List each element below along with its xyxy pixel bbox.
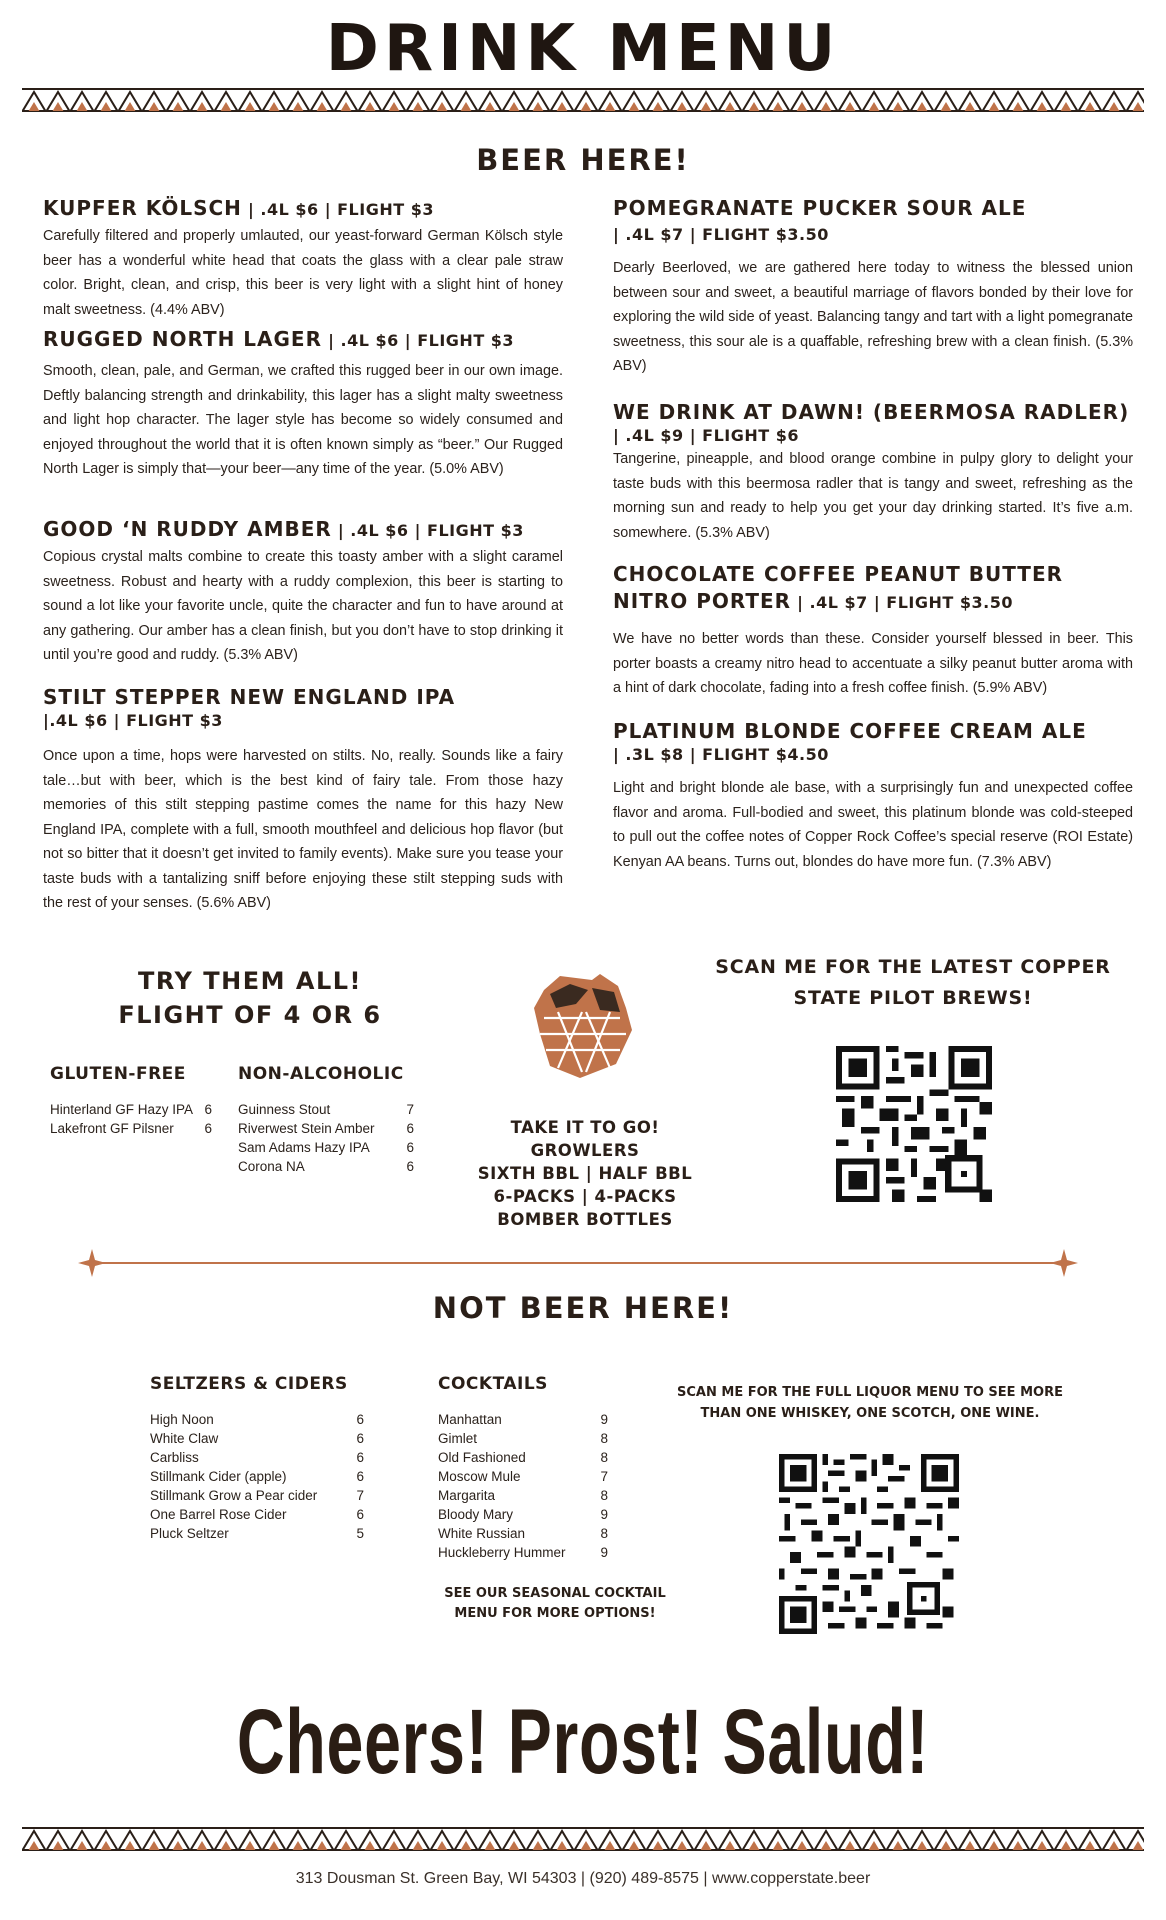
flight-heading-line1: TRY THEM ALL!	[138, 967, 362, 995]
beer-price: | .4L $6 | FLIGHT $3	[322, 331, 515, 350]
list-item: Riverwest Stein Amber 6	[238, 1121, 414, 1136]
page-title: DRINK MENU	[325, 12, 841, 86]
beer-price: |.4L $6 | FLIGHT $3	[43, 711, 223, 730]
beer-price: | .4L $6 | FLIGHT $3	[331, 521, 524, 540]
list-item: Pluck Seltzer 5	[150, 1526, 364, 1541]
beer-item	[43, 195, 563, 322]
non-alcoholic-list	[238, 1064, 414, 1176]
liquor-menu-caption	[640, 1382, 1100, 1424]
togo-line: 6-PACKS | 4-PACKS	[493, 1187, 677, 1206]
liquor-menu-qr-code[interactable]	[779, 1454, 959, 1634]
beer-price: | .4L $7 | FLIGHT $3.50	[791, 593, 1013, 612]
beer-name: PLATINUM BLONDE COFFEE CREAM ALE	[613, 719, 1087, 743]
section-divider	[78, 1248, 1078, 1278]
list-item: Gimlet 8	[438, 1431, 608, 1446]
beer-description: Dearly Beerloved, we are gathered here today to witness the blessed union between sour and sweet, a beautiful marriage of flavors bonded by their love for exploring the wild side of yeast. Balancing tangy and tart with a light pomegranate sweetness, this sour ale is a quaffable, refreshing brew with a clean finish. (5.3% ABV)	[613, 260, 1133, 374]
beer-description: We have no better words than these. Consider yourself blessed in beer. This porter boasts a creamy nitro head to accentuate a silky peanut butter aroma with a hint of dark chocolate, fading into a fresh coffee finish. (5.9% ABV)	[613, 631, 1133, 696]
beer-price: | .3L $8 | FLIGHT $4.50	[613, 745, 829, 764]
list-item: Hinterland GF Hazy IPA 6	[50, 1102, 212, 1117]
list-item: One Barrel Rose Cider 6	[150, 1507, 364, 1522]
list-item: Old Fashioned 8	[438, 1450, 608, 1465]
footer-contact: 313 Dousman St. Green Bay, WI 54303 | (920) 489-8575 | www.copperstate.beer	[295, 1870, 871, 1887]
seltzers-ciders-list	[150, 1374, 364, 1543]
beer-item	[613, 561, 1133, 701]
gluten-free-heading: GLUTEN-FREE	[50, 1064, 186, 1084]
beer-description: Copious crystal malts combine to create this toasty amber with a slight caramel sweetness. Robust and hearty with a ruddy complexion, this beer is starting to sound a lot like your favorite uncle, quite the character and fun to have around at any gathering. Our amber has a clean finish, but you don’t have to stop drinking it until you’re good and ruddy. (5.3% ABV)	[43, 549, 563, 663]
beer-price: | .4L $6 | FLIGHT $3	[241, 200, 434, 219]
beer-description: Once upon a time, hops were harvested on stilts. No, really. Sounds like a fairy tale…but with beer, which is the best kind of fairy tale. From those hazy memories of this stilt stepping pastime comes the name for this hazy New England IPA, complete with a full, smooth mouthfeel and delicious hop flavor (but not so bitter that it doesn’t get invited to family events). Make sure you tease your taste buds with a tantalizing sniff before enjoying these stilt stepping suds with the rest of your senses. (5.6% ABV)	[43, 748, 563, 911]
liquor-caption-line: SCAN ME FOR THE FULL LIQUOR MENU TO SEE MORE	[677, 1385, 1063, 1400]
beer-section-heading: BEER HERE!	[476, 143, 690, 177]
pilot-brews-caption	[690, 952, 1136, 1014]
flight-heading-line2: FLIGHT OF 4 OR 6	[118, 1001, 382, 1029]
beer-description: Carefully filtered and properly umlauted, our yeast-forward German Kölsch style beer has a wonderful white head that coats the glass with a clear pale straw color. Bright, clean, and crisp, this beer is very light with a slight hint of honey malt sweetness. (4.4% ABV)	[43, 228, 563, 318]
list-item: Moscow Mule 7	[438, 1469, 608, 1484]
beer-name: POMEGRANATE PUCKER SOUR ALE	[613, 196, 1027, 220]
beer-item	[43, 684, 563, 916]
beer-item	[613, 718, 1133, 874]
beer-price: | .4L $7 | FLIGHT $3.50	[613, 225, 829, 244]
beer-item	[43, 326, 563, 482]
hop-logo-icon	[530, 972, 634, 1080]
list-item: Carbliss 6	[150, 1450, 364, 1465]
beer-name: STILT STEPPER NEW ENGLAND IPA	[43, 685, 456, 709]
togo-line: SIXTH BBL | HALF BBL	[477, 1164, 693, 1183]
beer-description: Light and bright blonde ale base, with a surprisingly fun and unexpected coffee flavor and aroma. Full-bodied and sweet, this platinum blonde was cold-steeped to pull out the coffee notes of Copper Rock Coffee’s special reserve (ROI Estate) Kenyan AA beans. Turns out, blondes do have more fun. (7.3% ABV)	[613, 780, 1133, 870]
togo-line: BOMBER BOTTLES	[497, 1210, 673, 1229]
gluten-free-list	[50, 1064, 212, 1138]
list-item: Stillmank Cider (apple) 6	[150, 1469, 364, 1484]
pilot-caption-line: STATE PILOT BREWS!	[793, 987, 1033, 1009]
list-item: Margarita 8	[438, 1488, 608, 1503]
list-item: White Claw 6	[150, 1431, 364, 1446]
note-line: SEE OUR SEASONAL COCKTAIL	[444, 1586, 666, 1601]
cocktails-heading: COCKTAILS	[438, 1374, 548, 1394]
take-to-go-info	[450, 1116, 720, 1231]
seltzers-heading: SELTZERS & CIDERS	[150, 1374, 348, 1394]
not-beer-section-heading: NOT BEER HERE!	[432, 1291, 734, 1325]
beer-name: CHOCOLATE COFFEE PEANUT BUTTER NITRO PORTER	[613, 562, 1063, 613]
beer-name: GOOD ‘N RUDDY AMBER	[43, 517, 332, 541]
list-item: Corona NA 6	[238, 1159, 414, 1174]
list-item: High Noon 6	[150, 1412, 364, 1427]
beer-name: KUPFER KÖLSCH	[43, 196, 242, 220]
list-item: White Russian 8	[438, 1526, 608, 1541]
beer-description: Tangerine, pineapple, and blood orange combine in pulpy glory to delight your taste buds with this beermosa radler that is tangy and sweet, refreshing as the morning sun and ready to help you get your day drinking started. It’s five a.m. somewhere. (5.3% ABV)	[613, 451, 1133, 541]
liquor-caption-line: THAN ONE WHISKEY, ONE SCOTCH, ONE WINE.	[700, 1406, 1040, 1421]
list-item: Stillmank Grow a Pear cider 7	[150, 1488, 364, 1503]
list-item: Manhattan 9	[438, 1412, 608, 1427]
pilot-caption-line: SCAN ME FOR THE LATEST COPPER	[715, 956, 1111, 978]
beer-name: RUGGED NORTH LAGER	[43, 327, 322, 351]
list-item: Sam Adams Hazy IPA 6	[238, 1140, 414, 1155]
togo-line: GROWLERS	[530, 1141, 640, 1160]
togo-line: TAKE IT TO GO!	[510, 1118, 660, 1137]
beer-price: | .4L $9 | FLIGHT $6	[613, 426, 799, 445]
top-decorative-border	[22, 88, 1144, 112]
beer-item	[43, 516, 563, 668]
beer-item	[613, 195, 1133, 379]
cocktails-list	[438, 1374, 608, 1562]
list-item: Guinness Stout 7	[238, 1102, 414, 1117]
non-alcoholic-heading: NON-ALCOHOLIC	[238, 1064, 404, 1084]
beer-item	[613, 399, 1133, 545]
seasonal-cocktail-note	[410, 1584, 700, 1624]
flight-heading	[100, 964, 400, 1032]
bottom-decorative-border	[22, 1827, 1144, 1851]
beer-description: Smooth, clean, pale, and German, we crafted this rugged beer in our own image. Deftly balancing strength and drinkability, this lager has a slight malty sweetness and light hop character. The lager style has become so widely consumed and enjoyed throughout the world that it is often known simply as “beer.” Our Rugged North Lager is simply that—your beer—any time of the year. (5.0% ABV)	[43, 363, 563, 477]
note-line: MENU FOR MORE OPTIONS!	[454, 1606, 656, 1621]
list-item: Huckleberry Hummer 9	[438, 1545, 608, 1560]
beer-name: WE DRINK AT DAWN! (BEERMOSA RADLER)	[613, 400, 1130, 424]
cheers-tagline: Cheers! Prost! Salud!	[236, 1691, 930, 1793]
pilot-brews-qr-code[interactable]	[836, 1046, 992, 1202]
list-item: Lakefront GF Pilsner 6	[50, 1121, 212, 1136]
list-item: Bloody Mary 9	[438, 1507, 608, 1522]
